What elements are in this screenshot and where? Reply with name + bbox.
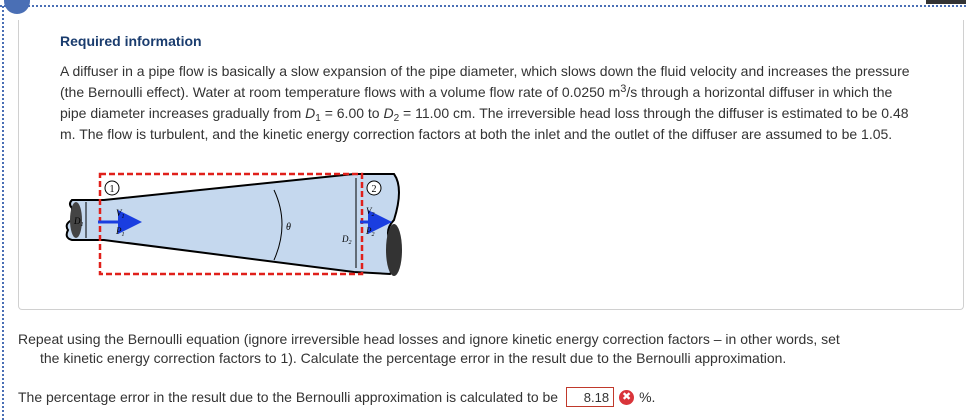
top-right-bar: [926, 0, 966, 4]
problem-statement: [60, 61, 920, 145]
statement-part-4: = 11.00 cm. The irreversible head loss through the diffuser is estimated to be 0.48 m. The flow is turbulent, and the kinetic energy correction factors at both the inlet and the outlet of the diffuser are assumed to be 1.05.: [60, 105, 909, 142]
question-text: [18, 330, 958, 368]
d1-symbol: D: [305, 105, 316, 121]
d2-label: $D_2$: [342, 234, 352, 246]
p2-label: $P_2$: [366, 226, 375, 238]
d1-label: $D_1$: [74, 216, 84, 228]
statement-part-2: /s through a horizontal diffuser in which the pipe diameter increases gradually from: [60, 84, 893, 121]
d1-subscript: 1: [315, 113, 321, 124]
statement-part-1: A diffuser in a pipe flow is basically a slow expansion of the pipe diameter, which slows down the fluid velocity and increases the pressure (the Bernoulli effect). Water at room temperature flows with a volume flow rate of 0.0250 m: [60, 63, 910, 100]
answer-row: [18, 386, 655, 408]
question-line-2: the kinetic energy correction factors to 1). Calculate the percentage error in the result due to the Bernoulli approximation.: [40, 350, 787, 366]
left-dotted-border: [2, 6, 4, 420]
outlet-end-shape: [386, 224, 402, 276]
theta-label: θ: [286, 222, 291, 233]
d2-subscript: 2: [393, 113, 400, 124]
answer-unit: %.: [639, 389, 656, 405]
v1-label: $V_1$: [116, 208, 125, 220]
x-icon: ✖: [619, 390, 634, 405]
info-title: Required information: [60, 33, 202, 49]
station-2-label: 2: [371, 184, 377, 195]
statement-part-3: = 6.00 to: [320, 105, 384, 121]
v2-label: $V_2$: [366, 206, 375, 218]
station-1-label: 1: [109, 184, 115, 195]
question-line-1: Repeat using the Bernoulli equation (ignore irreversible head losses and ignore kinetic energy correction factors – in other words, set: [18, 331, 840, 347]
top-dotted-border: [0, 5, 966, 7]
diffuser-figure: [64, 168, 410, 280]
step-badge-icon: [4, 0, 30, 14]
answer-input[interactable]: [566, 387, 614, 407]
answer-prompt: The percentage error in the result due to the Bernoulli approximation is calculated to be: [18, 389, 559, 405]
d2-symbol: D: [383, 105, 394, 121]
p1-label: $P_1$: [116, 226, 125, 238]
cube-superscript: 3: [620, 83, 627, 95]
